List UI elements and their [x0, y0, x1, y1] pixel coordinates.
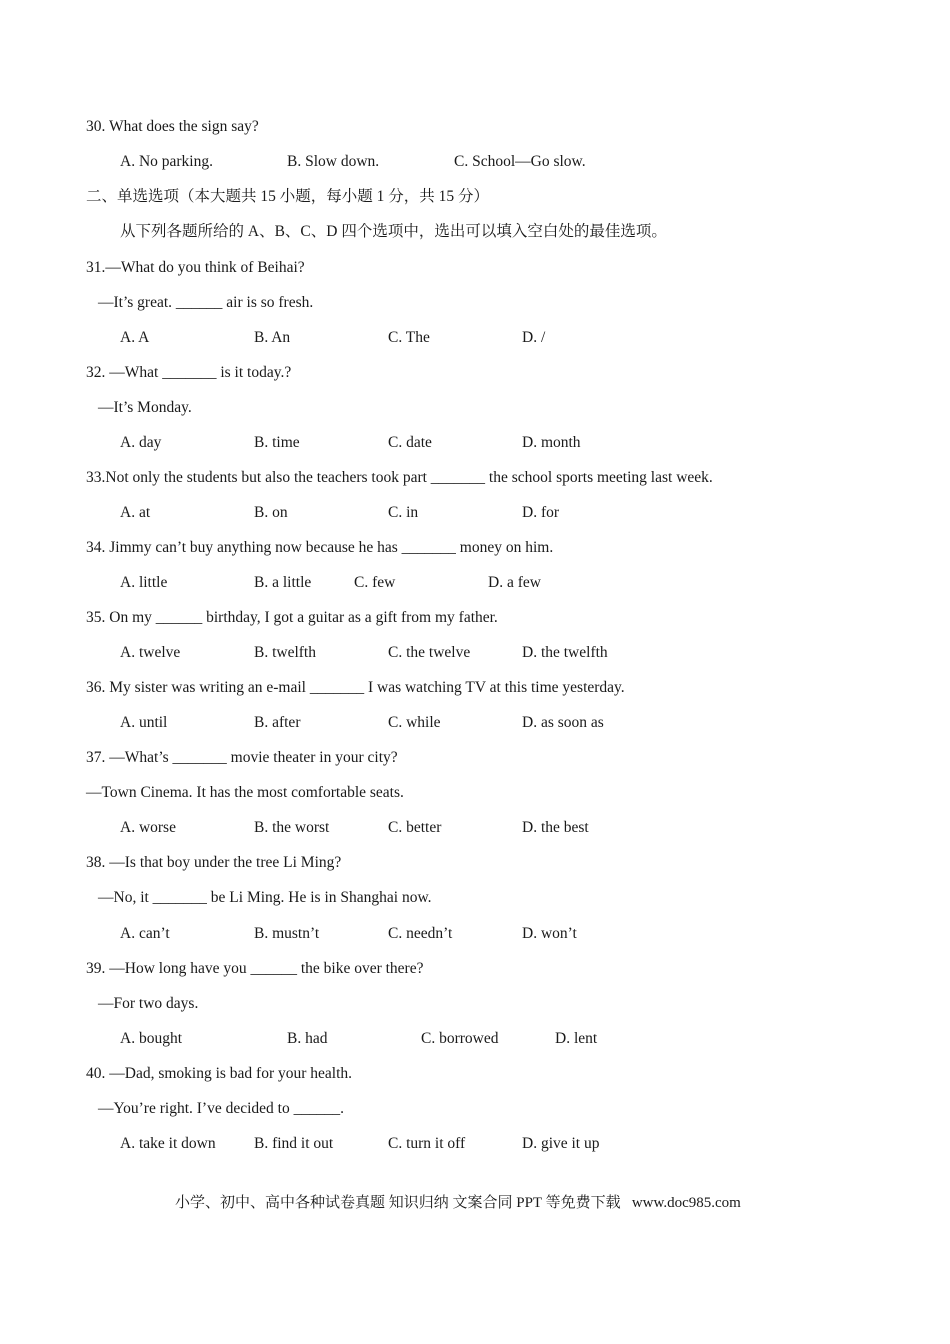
option-a: A. until: [120, 714, 168, 731]
option-c: C. turn it off: [388, 1135, 466, 1152]
question-40-stem: 40. —Dad, smoking is bad for your health.: [86, 1065, 353, 1082]
question-40-reply: —You’re right. I’ve decided to ______.: [98, 1100, 344, 1117]
option-d: D. lent: [555, 1030, 598, 1047]
option-a: A. can’t: [120, 925, 170, 942]
option-c: C. better: [388, 819, 442, 836]
question-30-stem: 30. What does the sign say?: [86, 118, 259, 135]
option-b: B. mustn’t: [254, 925, 320, 942]
option-b: B. after: [254, 714, 301, 731]
option-d: D. for: [522, 504, 560, 521]
option-a: A. No parking.: [120, 153, 213, 170]
option-c: C. borrowed: [421, 1030, 499, 1047]
option-b: B. find it out: [254, 1135, 334, 1152]
question-39-reply: —For two days.: [98, 995, 199, 1012]
question-36-stem: 36. My sister was writing an e-mail _______ I was watching TV at this time yesterday.: [86, 679, 625, 696]
question-39-stem: 39. —How long have you ______ the bike over there?: [86, 960, 424, 977]
page-footer: 小学、初中、高中各种试卷真题 知识归纳 文案合同 PPT 等免费下载 www.doc985.com: [175, 1195, 741, 1211]
question-31-stem: 31.—What do you think of Beihai?: [86, 259, 305, 276]
option-d: D. the best: [522, 819, 589, 836]
option-d: D. a few: [488, 574, 541, 591]
option-c: C. the twelve: [388, 644, 471, 661]
option-c: C. School—Go slow.: [454, 153, 586, 170]
question-32-reply: —It’s Monday.: [98, 399, 192, 416]
question-37-stem: 37. —What’s _______ movie theater in your city?: [86, 749, 398, 766]
option-b: B. time: [254, 434, 300, 451]
option-a: A. little: [120, 574, 168, 591]
option-b: B. on: [254, 504, 288, 521]
option-b: B. Slow down.: [287, 153, 380, 170]
option-b: B. An: [254, 329, 291, 346]
question-38-stem: 38. —Is that boy under the tree Li Ming?: [86, 854, 342, 871]
option-c: C. The: [388, 329, 430, 346]
option-c: C. needn’t: [388, 925, 453, 942]
option-b: B. twelfth: [254, 644, 316, 661]
question-37-reply: —Town Cinema. It has the most comfortable seats.: [86, 784, 404, 801]
section-instruction: 从下列各题所给的 A、B、C、D 四个选项中，选出可以填入空白处的最佳选项。: [120, 223, 667, 240]
option-d: D. /: [522, 329, 546, 346]
option-a: A. take it down: [120, 1135, 216, 1152]
option-c: C. while: [388, 714, 441, 731]
option-d: D. won’t: [522, 925, 577, 942]
option-d: D. as soon as: [522, 714, 604, 731]
option-c: C. date: [388, 434, 432, 451]
option-a: A. day: [120, 434, 162, 451]
option-b: B. a little: [254, 574, 312, 591]
question-31-reply: —It’s great. ______ air is so fresh.: [98, 294, 314, 311]
question-38-reply: —No, it _______ be Li Ming. He is in Shanghai now.: [98, 889, 432, 906]
question-33-stem: 33.Not only the students but also the teachers took part _______ the school sports meeting last week.: [86, 469, 713, 486]
option-a: A. at: [120, 504, 151, 521]
question-34-stem: 34. Jimmy can’t buy anything now because he has _______ money on him.: [86, 539, 554, 556]
section-heading: 二、单选选项（本大题共 15 小题，每小题 1 分，共 15 分）: [86, 188, 490, 205]
option-b: B. the worst: [254, 819, 330, 836]
option-c: C. in: [388, 504, 419, 521]
question-32-stem: 32. —What _______ is it today.?: [86, 364, 292, 381]
option-d: D. the twelfth: [522, 644, 608, 661]
option-a: A. twelve: [120, 644, 181, 661]
option-c: C. few: [354, 574, 396, 591]
option-d: D. give it up: [522, 1135, 600, 1152]
option-b: B. had: [287, 1030, 328, 1047]
option-a: A. A: [120, 329, 150, 346]
question-35-stem: 35. On my ______ birthday, I got a guitar as a gift from my father.: [86, 609, 498, 626]
option-d: D. month: [522, 434, 581, 451]
option-a: A. bought: [120, 1030, 182, 1047]
option-a: A. worse: [120, 819, 176, 836]
